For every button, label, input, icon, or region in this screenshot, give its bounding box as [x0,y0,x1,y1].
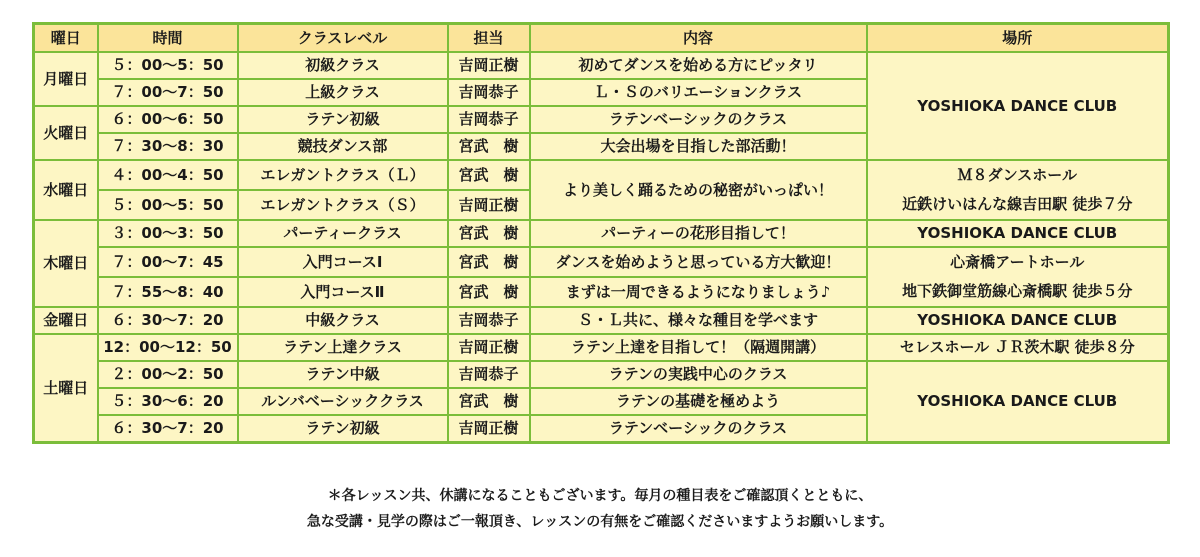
place-access: 地下鉄御堂筋線心斎橋駅 徒歩５分 [902,282,1133,300]
table-row [34,307,1169,334]
table-row [34,160,1169,190]
content-cell: ラテンの基礎を極めよう [530,388,867,415]
teacher-cell: 吉岡恭子 [448,307,530,334]
teacher-cell: 宮武 樹 [448,247,530,277]
time-cell: ５：00〜5：50 [98,52,238,79]
teacher-cell: 吉岡正樹 [448,415,530,443]
level-cell: ルンバベーシッククラス [238,388,448,415]
schedule-container [32,22,1167,444]
day-friday: 金曜日 [34,307,98,334]
content-cell: まずは一周できるようになりましょう♪ [530,277,867,307]
content-cell: 初めてダンスを始める方にピッタリ [530,52,867,79]
teacher-cell: 吉岡正樹 [448,190,530,220]
level-cell: 入門コースⅠ [238,247,448,277]
level-cell: エレガントクラス（Ｓ） [238,190,448,220]
table-row [34,220,1169,247]
lesson-schedule-table [32,22,1170,444]
time-cell: ２：00〜2：50 [98,361,238,388]
footnote [0,483,1200,535]
level-cell: 中級クラス [238,307,448,334]
level-cell: ラテン中級 [238,361,448,388]
time-cell: ６：30〜7：20 [98,415,238,443]
header-content: 内容 [530,24,867,53]
place-yoshioka-1: YOSHIOKA DANCE CLUB [867,52,1169,160]
time-cell: ７：00〜7：50 [98,79,238,106]
level-cell: 入門コースⅡ [238,277,448,307]
day-saturday: 土曜日 [34,334,98,443]
teacher-cell: 宮武 樹 [448,160,530,190]
time-cell: ６：00〜6：50 [98,106,238,133]
table-header-row [34,24,1169,53]
content-cell: ラテンベーシックのクラス [530,415,867,443]
teacher-cell: 宮武 樹 [448,388,530,415]
teacher-cell: 宮武 樹 [448,133,530,160]
level-cell: 競技ダンス部 [238,133,448,160]
time-cell: ７：00〜7：45 [98,247,238,277]
place-name: 心斎橋アートホール [950,253,1085,271]
time-cell: ７：30〜8：30 [98,133,238,160]
time-cell: ７：55〜8：40 [98,277,238,307]
teacher-cell: 吉岡恭子 [448,79,530,106]
time-cell: ６：30〜7：20 [98,307,238,334]
content-cell: 大会出場を目指した部活動！ [530,133,867,160]
day-monday: 月曜日 [34,52,98,106]
level-cell: ラテン初級 [238,415,448,443]
table-row [34,361,1169,388]
place-yoshioka-2: YOSHIOKA DANCE CLUB [867,220,1169,247]
level-cell: パーティークラス [238,220,448,247]
content-cell: Ｌ・Ｓのバリエーションクラス [530,79,867,106]
place-m8-dance-hall [867,160,1169,220]
teacher-cell: 宮武 樹 [448,277,530,307]
teacher-cell: 宮武 樹 [448,220,530,247]
table-row [34,247,1169,277]
place-name: Ｍ８ダンスホール [957,166,1077,184]
content-cell: ラテンベーシックのクラス [530,106,867,133]
header-level: クラスレベル [238,24,448,53]
place-yoshioka-3: YOSHIOKA DANCE CLUB [867,307,1169,334]
content-cell: Ｓ・Ｌ共に、様々な種目を学べます [530,307,867,334]
level-cell: 初級クラス [238,52,448,79]
table-row [34,334,1169,361]
header-teacher: 担当 [448,24,530,53]
place-yoshioka-4: YOSHIOKA DANCE CLUB [867,361,1169,443]
content-cell: ラテンの実践中心のクラス [530,361,867,388]
content-cell: パーティーの花形目指して！ [530,220,867,247]
time-cell: 12：00〜12：50 [98,334,238,361]
time-cell: ５：00〜5：50 [98,190,238,220]
level-cell: ラテン初級 [238,106,448,133]
header-day: 曜日 [34,24,98,53]
header-place: 場所 [867,24,1169,53]
header-time: 時間 [98,24,238,53]
place-seres-hall: セレスホール ＪＲ茨木駅 徒歩８分 [867,334,1169,361]
day-thursday: 木曜日 [34,220,98,307]
teacher-cell: 吉岡恭子 [448,361,530,388]
time-cell: ３：00〜3：50 [98,220,238,247]
day-tuesday: 火曜日 [34,106,98,160]
teacher-cell: 吉岡恭子 [448,106,530,133]
content-cell: ラテン上達を目指して！（隔週開講） [530,334,867,361]
level-cell: 上級クラス [238,79,448,106]
table-row [34,52,1169,79]
level-cell: ラテン上達クラス [238,334,448,361]
time-cell: ５：30〜6：20 [98,388,238,415]
footnote-line-2: 急な受講・見学の際はご一報頂き、レッスンの有無をご確認くださいますようお願いします。 [306,514,894,530]
teacher-cell: 吉岡正樹 [448,334,530,361]
time-cell: ４：00〜4：50 [98,160,238,190]
content-cell: ダンスを始めようと思っている方大歓迎！ [530,247,867,277]
place-shinsaibashi-art-hall [867,247,1169,307]
day-wednesday: 水曜日 [34,160,98,220]
footnote-line-1: ＊各レッスン共、休講になることもございます。毎月の種目表をご確認頂くとともに、 [327,488,873,504]
teacher-cell: 吉岡正樹 [448,52,530,79]
content-cell: より美しく踊るための秘密がいっぱい！ [530,160,867,220]
place-access: 近鉄けいはんな線吉田駅 徒歩７分 [902,195,1133,213]
level-cell: エレガントクラス（Ｌ） [238,160,448,190]
